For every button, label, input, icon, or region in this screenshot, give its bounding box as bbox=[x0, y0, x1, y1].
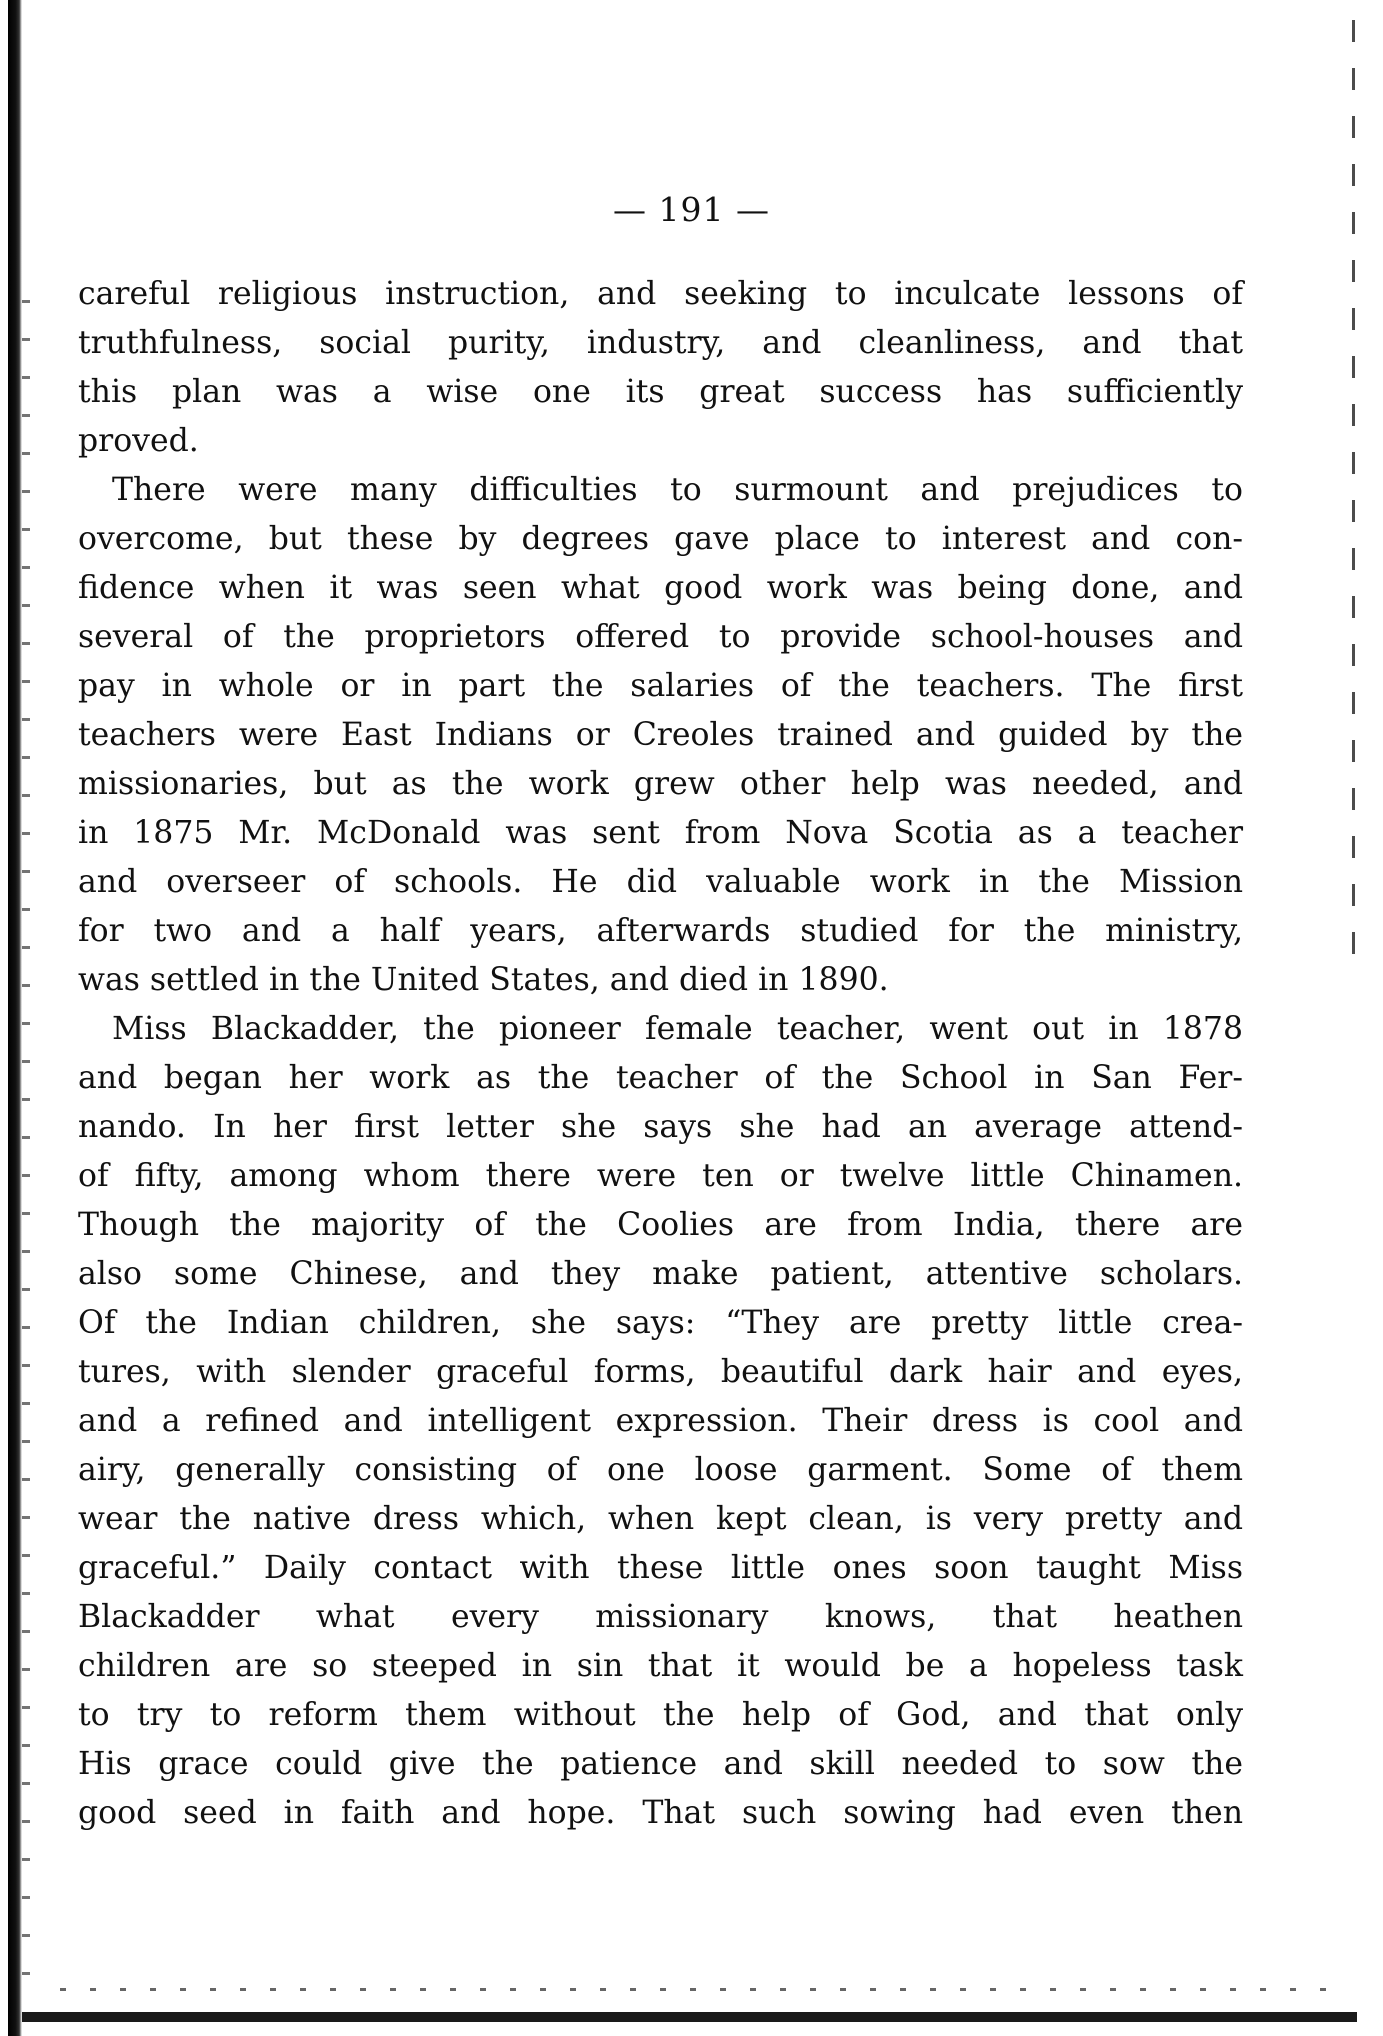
text-line: this plan was a wise one its great success has sufficiently bbox=[78, 374, 1243, 410]
text-line: was settled in the United States, and died in 1890. bbox=[78, 962, 889, 998]
text-line: for two and a half years, afterwards studied for the ministry, bbox=[78, 913, 1243, 949]
text-line: There were many difficulties to surmount and prejudices to bbox=[112, 472, 1243, 508]
text-line: careful religious instruction, and seeking to inculcate lessons of bbox=[78, 276, 1243, 312]
text-line: also some Chinese, and they make patient, attentive scholars. bbox=[78, 1256, 1243, 1292]
text-line: overcome, but these by degrees gave place to interest and con- bbox=[78, 521, 1243, 557]
text-line: airy, generally consisting of one loose garment. Some of them bbox=[78, 1452, 1243, 1488]
bottom-edge-specks bbox=[60, 1988, 1340, 1991]
text-line: teachers were East Indians or Creoles trained and guided by the bbox=[78, 717, 1243, 753]
page-number: — 191 — bbox=[613, 190, 770, 229]
text-line: good seed in faith and hope. That such sowing had even then bbox=[78, 1795, 1243, 1831]
text-line: in 1875 Mr. McDonald was sent from Nova Scotia as a teacher bbox=[78, 815, 1243, 851]
text-line: and began her work as the teacher of the School in San Fer- bbox=[78, 1060, 1243, 1096]
text-line: nando. In her first letter she says she had an average attend- bbox=[78, 1109, 1243, 1145]
text-line: graceful.” Daily contact with these little ones soon taught Miss bbox=[78, 1550, 1243, 1586]
text-line: fidence when it was seen what good work was being done, and bbox=[78, 570, 1243, 606]
text-line: pay in whole or in part the salaries of the teachers. The first bbox=[78, 668, 1243, 704]
text-line: His grace could give the patience and skill needed to sow the bbox=[78, 1746, 1243, 1782]
text-line: truthfulness, social purity, industry, and cleanliness, and that bbox=[78, 325, 1243, 361]
text-line: tures, with slender graceful forms, beautiful dark hair and eyes, bbox=[78, 1354, 1243, 1390]
bottom-page-edge bbox=[22, 2012, 1357, 2022]
text-line: and overseer of schools. He did valuable work in the Mission bbox=[78, 864, 1243, 900]
text-line: several of the proprietors offered to provide school-houses and bbox=[78, 619, 1243, 655]
text-line: Though the majority of the Coolies are from India, there are bbox=[78, 1207, 1243, 1243]
text-line: and a refined and intelligent expression. Their dress is cool and bbox=[78, 1403, 1243, 1439]
text-line: to try to reform them without the help of God, and that only bbox=[78, 1697, 1243, 1733]
text-line: Blackadder what every missionary knows, that heathen bbox=[78, 1599, 1243, 1635]
text-line: Miss Blackadder, the pioneer female teacher, went out in 1878 bbox=[112, 1011, 1243, 1047]
text-line: wear the native dress which, when kept clean, is very pretty and bbox=[78, 1501, 1243, 1537]
binding-edge-specks bbox=[22, 300, 30, 2000]
body-text bbox=[78, 270, 1243, 1838]
binding-edge bbox=[8, 0, 22, 2036]
text-line: children are so steeped in sin that it would be a hopeless task bbox=[78, 1648, 1243, 1684]
adjacent-page-edge bbox=[1352, 20, 1355, 980]
text-line: Of the Indian children, she says: “They are pretty little crea- bbox=[78, 1305, 1243, 1341]
text-line: of fifty, among whom there were ten or twelve little Chinamen. bbox=[78, 1158, 1243, 1194]
text-line: proved. bbox=[78, 423, 199, 459]
text-line: missionaries, but as the work grew other help was needed, and bbox=[78, 766, 1243, 802]
